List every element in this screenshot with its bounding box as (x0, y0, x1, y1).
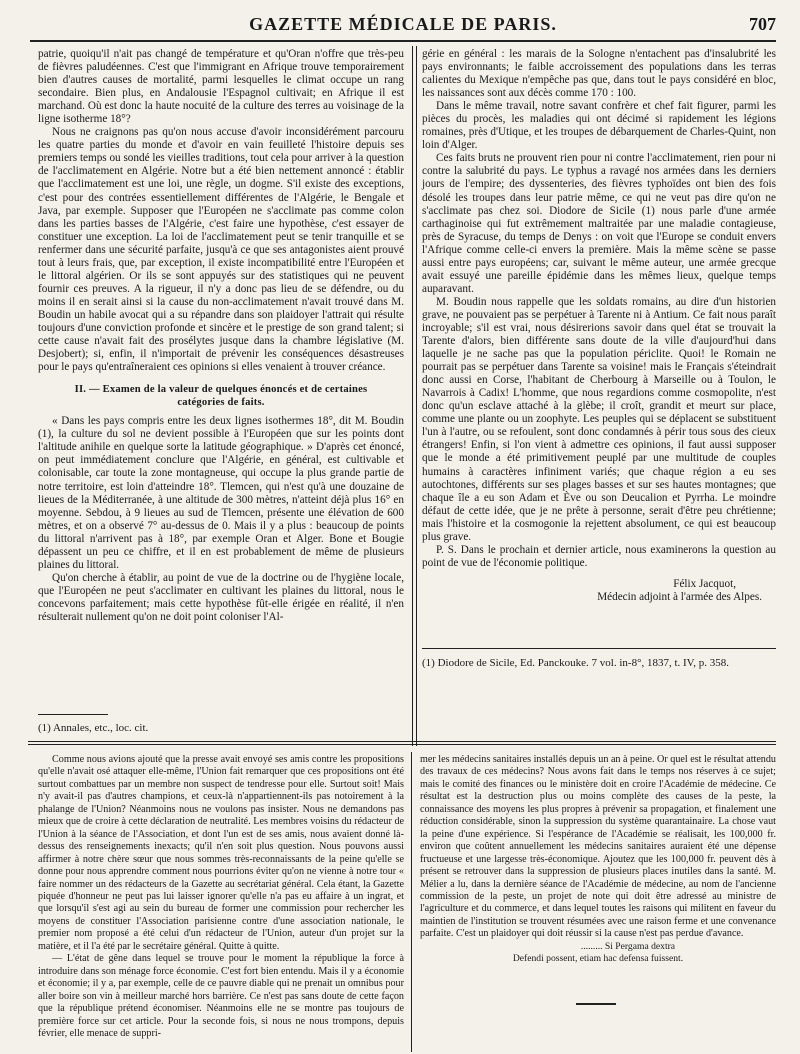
section-separator (28, 741, 776, 742)
header-rule (30, 40, 776, 42)
column-divider (411, 752, 412, 1052)
closing-rule (576, 1003, 616, 1005)
paragraph: Comme nous avions ajouté que la presse avait envoyé ses amis contre les propositions qu'elle n'avait osé attaquer elle-même, l'Union fait remarquer que ces propositions ont été surtout combattues par un membre non suspect de tendresse pour elle. Surtout soit! Mais n'y avait-il pas d'autres champions, et ceux-là n'appartiennent-ils pas notoirement à la phalange de l'Union? Néanmoins nous ne voulons pas insister. Nous ne demandons pas mieux que de croire à cette déclaration de neutralité. Les membres voisins du rédacteur de l'Union à la séance de l'Association, et dont l'un est de ses amis, nous avaient donné là-dessus des renseignements inexacts; qu'il n'en soit plus question. Nous pouvons aussi affirmer à notre chère sœur que nous sommes très-reconnaissants de la peine qu'elle se donne pour nous apprendre comment nous pourrions éviter qu'on ne vienne à notre tour « faire nommer un des rédacteurs de la Gazette au secrétariat général. Cela étant, la Gazette piquée d'honneur ne peut pas lui laisser ignorer qu'elle n'a pas eu affaire à un ingrat, et que lorsqu'il s'est agi au sein du bureau de former une commission pour rechercher les moyens de constituer l'Association parisienne contre d'une association nationale, le premier nom proposé a été celui d'un rédacteur de l'Union, auteur d'un projet sur la matière, et il l'a été par le secrétaire général. Quitte à quitte. (38, 754, 404, 952)
footnote-rule (422, 648, 776, 649)
paragraph: Ces faits bruts ne prouvent rien pour ni contre l'acclimatement, rien pour ni contre la salubrité du pays. Le typhus a ravagé nos armées dans les derniers jours de l'empire; des dyssenteries, des fièvres typhoïdes ont bien des fois désolé les troupes dans leur patrie même, ce qui ne veut pas dire qu'on ne s'acclimate pas chez soi. Diodore de Sicile (1) nous parle d'une armée carthaginoise qui fut extrêmement maltraitée par une maladie contagieuse, près de Syracuse, du temps de Denys : on voit que l'Europe se conduit envers l'Afrique comme celle-ci envers la première. Mais la même scène se passe aussi entre pays européens; car, suivant le même auteur, une armée grecque avait essuyé une pareille épidémie dans les mêmes lieux, quelque temps auparavant. (422, 152, 776, 295)
section-separator (28, 744, 776, 745)
paragraph: Qu'on cherche à établir, au point de vue de la doctrine ou de l'hygiène locale, que l'Européen ne peut s'acclimater en cultivant les plaines du littoral, nous le concevons parfaitement; mais cette hypothèse fût-elle érigée en réalité, il n'en résulterait nullement qu'on ne doit point coloniser l'Al- (38, 571, 404, 623)
section-heading (38, 383, 404, 409)
latin-quote-line: ......... Si Pergama dextra (580, 940, 676, 952)
latin-quote-line: Defendi possent, etiam hac defensa fuissent. (512, 952, 684, 964)
column-divider (412, 46, 413, 746)
paragraph: patrie, quoiqu'il n'ait pas changé de température et qu'Oran n'offre que très-peu de fièvres paludéennes. C'est que l'immigrant en Afrique trouve temporairement bien d'autres causes de mortalité, parmi lesquelles le climat occupe un rang secondaire. Bien plus, en Andalousie l'Espagnol cultivait; en Afrique il est marchand. Où est donc la haute nocuité de la culture des terres au voisinage de la ligne isotherme 18°? (38, 48, 404, 126)
paragraph: « Dans les pays compris entre les deux lignes isothermes 18°, dit M. Boudin (1), la culture du sol ne devient possible à l'Européen que sur les points dont l'altitude anihile en quelque sorte la latitude géographique. » D'après cet énoncé, on peut immédiatement conclure que l'Algérie, en général, est cultivable et colonisable, car toute la zone montagneuse, qui occupe la plus grande partie de notre territoire, est loin d'atteindre 18°. Tlemcen, qui n'est qu'à une douzaine de lieues de la Méditerranée, à une altitude de 300 mètres, n'atteint déjà plus 16° en moyenne. Sebdou, à 9 lieues au sud de Tlemcen, présente une élévation de 600 mètres, et on a observé 7° au-dessus de 0. Mais il y a plus : beaucoup de points du littoral n'arrivent pas à 18°, par exemple Oran et Alger. Bone et Bougie dépassent un peu ce chiffre, et il en est probablement de même de plusieurs plaines du littoral. (38, 415, 404, 571)
journal-title: GAZETTE MÉDICALE DE PARIS. (249, 14, 557, 34)
paragraph: — L'état de gêne dans lequel se trouve pour le moment la république la force à introduire dans son ménage force économie. C'est fort bien entendu. Mais il y a économie et économie; il y a, par exemple, celle de ce pauvre diable qui ne prenait un omnibus pour aller boire son vin à meilleur marché hors barrière. Ce n'est pas sans doute de cette façon que la république prétend économiser. Néanmoins elle ne se montre pas toujours de première force sur cet article. Pour la seconde fois, si nous ne nous trompons, depuis février, elle menace de suppri- (38, 953, 404, 1039)
page-header (30, 8, 776, 42)
section-heading-line: II. — Examen de la valeur de quelques énoncés et de certaines (74, 384, 368, 396)
right-column (422, 48, 776, 604)
paragraph: Nous ne craignons pas qu'on nous accuse d'avoir inconsidérément parcouru les quatre parties du monde et d'avoir en vain feuilleté l'histoire depuis ses premiers temps ou sondé les vieilles traditions, tout cela pour arriver à la question de l'acclimatement en Algérie. Notre but a été bien nettement annoncé : établir que l'acclimatement est une loi, une règle, un dogme. S'il existe des exceptions, c'est pour des contrées essentiellement différentes de l'Algérie, le Bengale et Java, par exemple. Supposer que l'Européen ne s'acclimate pas comme colon dans les parties basses de l'Algérie, c'est faire une hypothèse, c'est essayer de constituer une exception. La loi de l'acclimatement peut se tenir tranquille et se renfermer dans une sécurité parfaite, jusqu'à ce que ses antagonistes aient prouvé tout à leurs frais, que, par exception, il existe incompatibilité entre l'Européen et le littoral algérien. Or ils se sont appuyés sur des statistiques qui ne peuvent fournir ces preuves. A la rigueur, il n'y a donc pas lieu de se défendre, ou du moins il en serait ainsi si la cause du non-acclimatement n'avait trouvé dans M. Boudin un habile avocat qui a su répandre dans son plaidoyer l'attrait qui résulte toujours d'une conviction profonde et sincère et le prestige de son grand talent; si cette cause n'avait fait des prosélytes jusque dans la chambre législative (M. Desjobert); si, enfin, il n'importait de prévenir les conséquences désastreuses pour le pays qu'entraîneraient ces opinions si elles venaient à trouver créance. (38, 126, 404, 374)
bottom-left-column (38, 754, 404, 1040)
paragraph: mer les médecins sanitaires installés depuis un an à peine. Or quel est le résultat attendu des travaux de ces médecins? Nous avons fait dans le temps nos réserves à ce sujet; mais le comité des finances ou le ministère doit en croire l'Académie de médecine. Ce résultat est la destruction plus ou moins complète des causes de la peste, la connaissance des moyens les plus propres à prévenir sa propagation, et finalement une réduction considérable, sinon la suppression du système quarantainaire. La chose vaut la peine d'une expérience. Si l'espérance de l'Académie se réalisait, les 100,000 fr. environ que coûtent annuellement les médecins sanitaires auraient été une dépense fructueuse et une largesse très-économique. Ajoutez que les 100,000 fr. peuvent dès à présent se retrouver dans la suppression de plusieurs places inutiles dans la santé. M. Mélier a lu, dans la dernière séance de l'Académie de médecine, au nom de l'ancienne commission de la peste, un projet de note qui doit être adressé au ministre de l'agriculture et du commerce, et dans lequel toutes les raisons qui militent en faveur du maintien de l'institution se trouvent résumées avec une raison ferme et une convenance parfaite. C'est un plaidoyer qui doit réussir si la cause n'est pas perdue d'avance. (420, 754, 776, 940)
paragraph: M. Boudin nous rappelle que les soldats romains, au dire d'un historien grave, ne pouvaient pas se perpétuer à Tarente ni à Antium. Ce fait nous paraît incroyable; s'il est vrai, nous désirerions savoir dans quel état se trouvait la Tarente d'alors, bien différente sans doute de la ville d'aujourd'hui dans laquelle je ne sache pas que la population périclite. Quoi! le Romain ne pourrait pas se perpétuer dans Tarente sa voisine! mais le Français s'éteindrait donc aussi en Corse, l'habitant de Cherbourg à Marseille ou à Toulon, le Navarrois à Cadix! L'homme, que nous regardions comme cosmopolite, n'est donc qu'un esclave attaché à la glèbe; il croît, grandit et meurt sur place, comme une plante ou un zoophyte. Les peuples qui se déplacent se substituent l'un à l'autre, ou se refoulent, sont donc condamnés à périr tous sous des cieux étrangers! Enfin, si l'on vient à admettre ces opinions, il faut aussi supposer que le monde a été primitivement peuplé par une multitude de couples humains à caractères infiniment variés; que chaque région a eu ses autochtones, différents sur ses plages basses et sur ses hautes montagnes; que chaque île a eu son Adam et Ève ou son Deucalion et Pyrrha. Le moindre défaut de cette idée, que je ne prête à personne, serait d'être peu chrétienne; mais l'histoire et la cosmogonie la rejettent absolument, ce qui est beaucoup plus grave. (422, 295, 776, 543)
left-column (38, 48, 404, 624)
author-title: Médecin adjoint à l'armée des Alpes. (597, 590, 762, 603)
paragraph: P. S. Dans le prochain et dernier article, nous examinerons la question au point de vue de l'économie politique. (422, 543, 776, 569)
paragraph: Dans le même travail, notre savant confrère et chef fait figurer, parmi les pièces du procès, les maladies qui ont décimé si rapidement les légions romaines, près d'Utique, et les troupes de débarquement de Charles-Quint, non loin d'Alger. (422, 100, 776, 152)
page-number: 707 (749, 14, 776, 34)
section-heading-line: catégories de faits. (177, 397, 265, 409)
author-signature: Félix Jacquot, (673, 577, 736, 590)
paragraph: gérie en général : les marais de la Sologne n'entachent pas d'insalubrité les pays environnants; le faible accroissement des populations dans les terras calientes du Mexique n'empêche pas que, dans tout le pays considéré en bloc, les naissances sont aux décès comme 170 : 100. (422, 48, 776, 100)
footnote-rule (38, 714, 108, 715)
footnote: (1) Diodore de Sicile, Ed. Panckouke. 7 vol. in-8°, 1837, t. IV, p. 358. (422, 657, 729, 669)
column-divider (416, 46, 417, 746)
footnote: (1) Annales, etc., loc. cit. (38, 722, 149, 734)
bottom-right-column (420, 754, 776, 965)
